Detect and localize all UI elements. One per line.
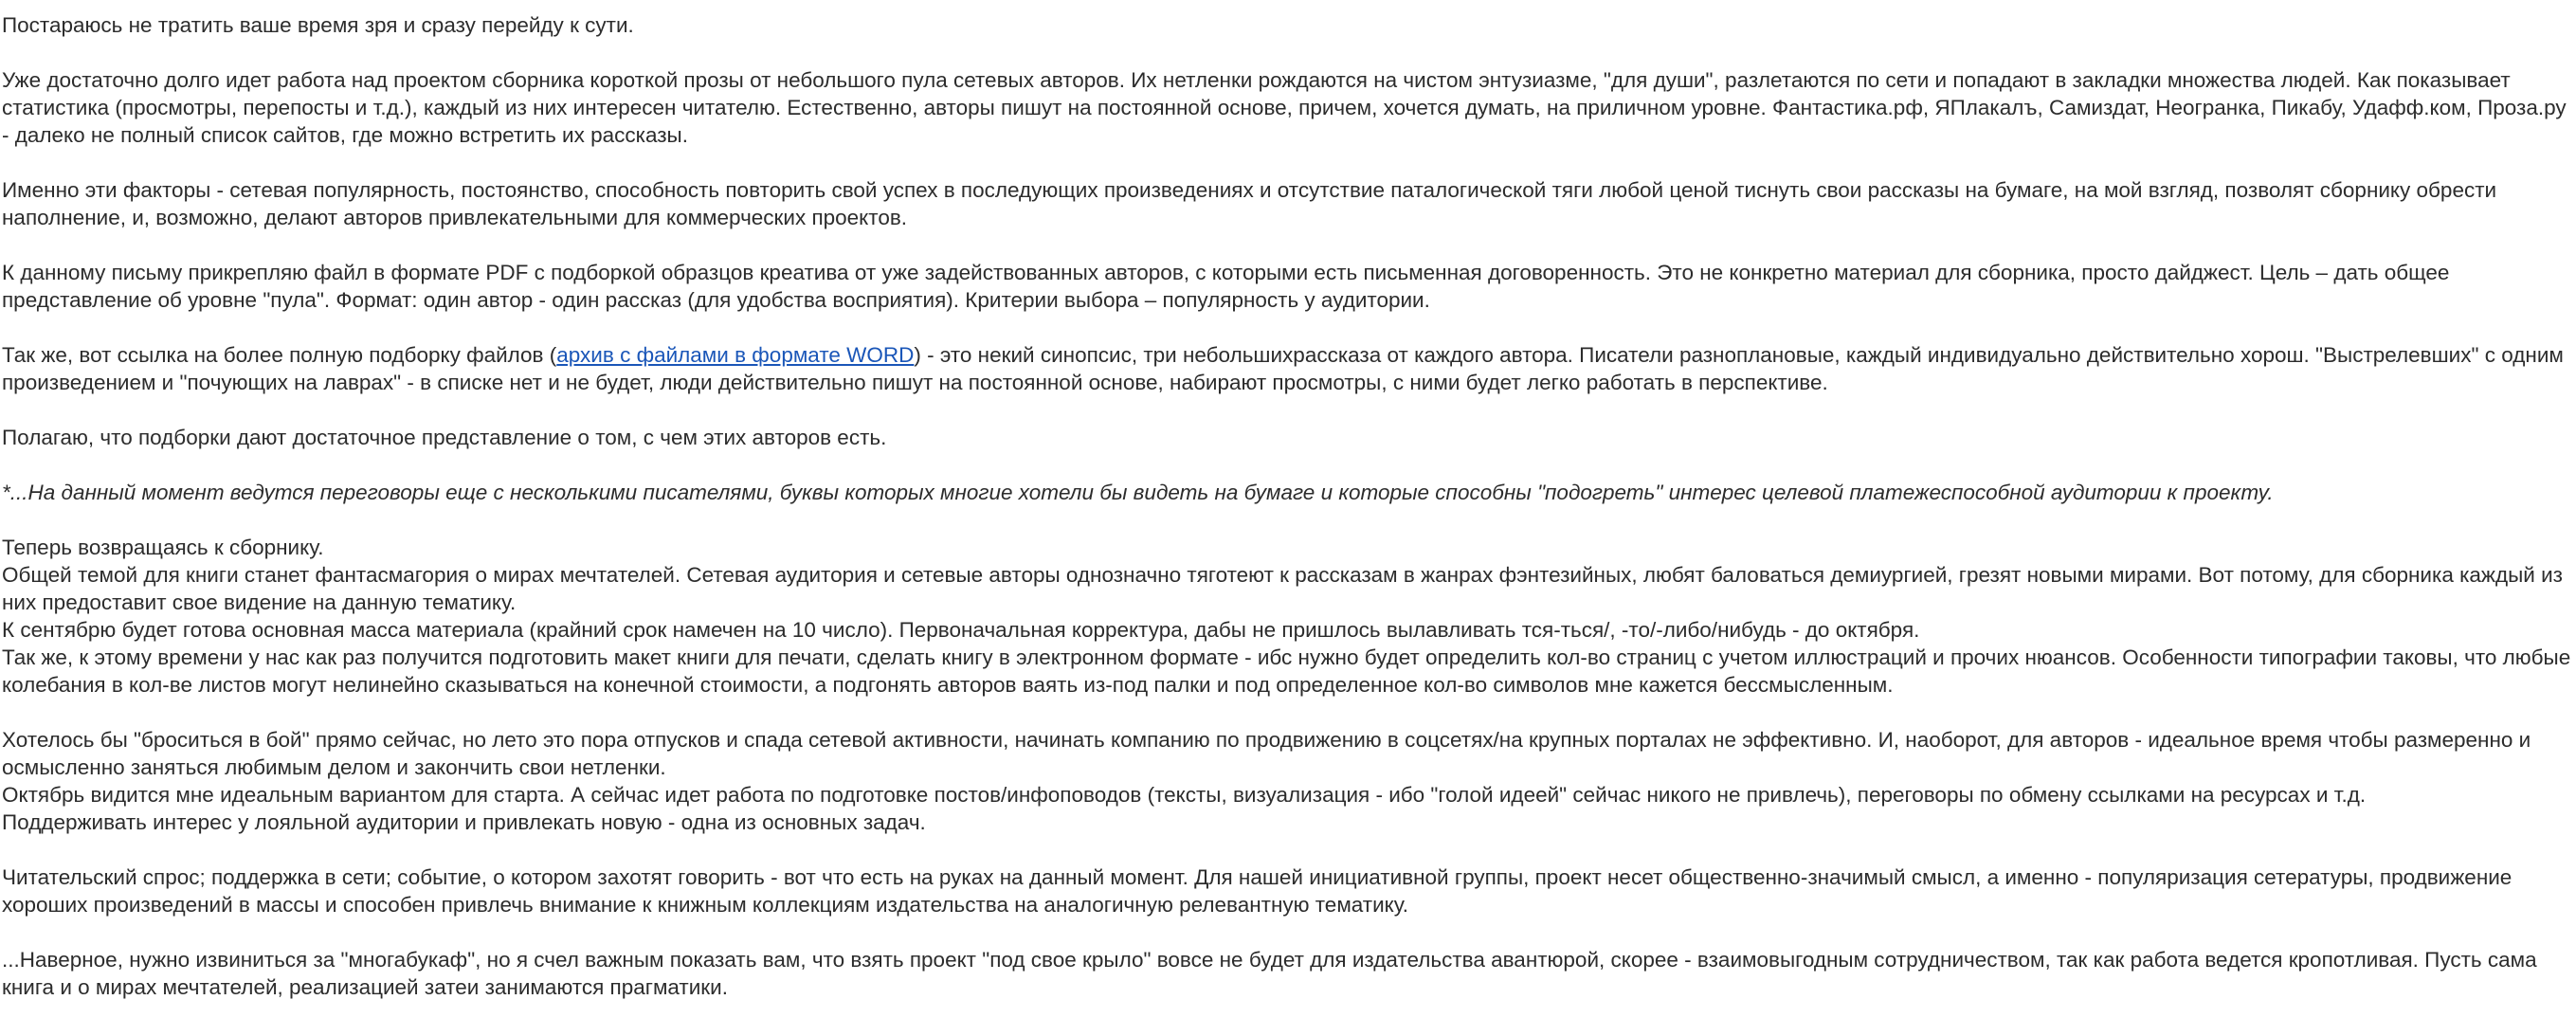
paragraph-selections: Полагаю, что подборки дают достаточное представление о том, с чем этих авторов есть. (2, 426, 887, 449)
archive-text-after: ) - это некий синопсис, три небольшихрассказа от каждого автора. Писатели разноплановые, каждый индивидуально действительно хорош. "Выстрелевших" с одним произведением и "почующих на лаврах" - в списке нет и не будет, люди действительно пишут на постоянной основе, набирают просмотры, с ними будет легко работать в перспективе. (2, 343, 2564, 394)
line-back-to-collection: Теперь возвращаясь к сборнику. (2, 536, 324, 559)
line-october: Октябрь видится мне идеальным вариантом для старта. А сейчас идет работа по подготовке постов/инфоповодов (тексты, визуализация - ибо "голой идеей" сейчас никого не привлечь), переговоры по обмену ссылками на ресурсах и т.д. (2, 783, 2367, 807)
paragraph-project: Уже достаточно долго идет работа над проектом сборника короткой прозы от небольшого пула сетевых авторов. Их нетленки рождаются на чистом энтузиазме, "для души", разлетаются по сети и попадают в закладки множества людей. Как показывает статистика (просмотры, перепосты и т.д.), каждый из них интересен читателю. Естественно, авторы пишут на постоянной основе, причем, хочется думать, на приличном уровне. Фантастика.рф, ЯПлакалъ, Самиздат, Неогранка, Пикабу, Удафф.ком, Проза.ру - далеко не полный список сайтов, где можно встретить их рассказы. (2, 68, 2567, 147)
paragraph-negotiations-note: *...На данный момент ведутся переговоры еще с несколькими писателями, буквы которых многие хотели бы видеть на бумаге и которые способны "подогреть" интерес целевой платежеспособной аудитории к проекту. (2, 481, 2274, 504)
line-layout: Так же, к этому времени у нас как раз получится подготовить макет книги для печати, сделать книгу в электронном формате - ибс нужно будет определить кол-во страниц с учетом иллюстраций и прочих нюансов. Особенности типографии таковы, что любые колебания в кол-ве листов могут нелинейно сказываться на конечной стоимости, а подгонять авторов ваять из-под палки и под определенное кол-во символов мне кажется бессмысленным. (2, 645, 2571, 697)
paragraph-demand: Читательский спрос; поддержка в сети; событие, о котором захотят говорить - вот что есть на руках на данный момент. Для нашей инициативной группы, проект несет общественно-значимый смысл, а именно - популяризация сетературы, продвижение хороших произведений в массы и способен привлечь внимание к книжным коллекциям издательства на аналогичную релевантную тематику. (2, 865, 2513, 917)
line-theme: Общей темой для книги станет фантасмагория о мирах мечтателей. Сетевая аудитория и сетевые авторы однозначно тяготеют к рассказам в жанрах фэнтезийных, любят баловаться демиургией, грезят новыми мирами. Вот потому, для сборника каждый из них предоставит свое видение на данную тематику. (2, 563, 2563, 614)
line-september: К сентябрю будет готова основная масса материала (крайний срок намечен на 10 число). Первоначальная корректура, дабы не пришлось вылавливать тся-ться/, -то/-либо/нибудь - до октября. (2, 618, 1920, 642)
paragraph-attachment: К данному письму прикрепляю файл в формате PDF с подборкой образцов креатива от уже задействованных авторов, с которыми есть письменная договоренность. Это не конкретно материал для сборника, просто дайджест. Цель – дать общее представление об уровне "пула". Формат: один автор - один рассказ (для удобства восприятия). Критерии выбора – популярность у аудитории. (2, 261, 2450, 312)
line-audience: Поддерживать интерес у лояльной аудитории и привлекать новую - одна из основных задач. (2, 810, 926, 834)
archive-word-link[interactable]: архив с файлами в формате WORD (556, 343, 915, 367)
paragraph-closing: ...Наверное, нужно извиниться за "многабукаф", но я счел важным показать вам, что взять проект "под свое крыло" вовсе не будет для издательства авантюрой, скорее - взаимовыгодным сотрудничеством, так как работа ведется кропотливая. Пусть сама книга и о мирах мечтателей, реализацией затеи занимаются прагматики. (2, 948, 2537, 999)
line-summer: Хотелось бы "броситься в бой" прямо сейчас, но лето это пора отпусков и спада сетевой активности, начинать компанию по продвижению в соцсетях/на крупных порталах не эффективно. И, наоборот, для авторов - идеальное время чтобы размеренно и осмысленно заняться любимым делом и закончить свои нетленки. (2, 728, 2531, 779)
paragraph-intro: Постараюсь не тратить ваше время зря и сразу перейду к сути. (2, 13, 634, 37)
paragraph-factors: Именно эти факторы - сетевая популярность, постоянство, способность повторить свой успех в последующих произведениях и отсутствие паталогической тяги любой ценой тиснуть свои рассказы на бумаге, на мой взгляд, позволят сборнику обрести наполнение, и, возможно, делают авторов привлекательными для коммерческих проектов. (2, 178, 2497, 229)
paragraph-archive-link (2, 341, 2572, 396)
paragraph-group-collection (2, 534, 2572, 699)
paragraph-group-timing (2, 726, 2572, 836)
archive-text-before: Так же, вот ссылка на более полную подборку файлов ( (2, 343, 557, 367)
